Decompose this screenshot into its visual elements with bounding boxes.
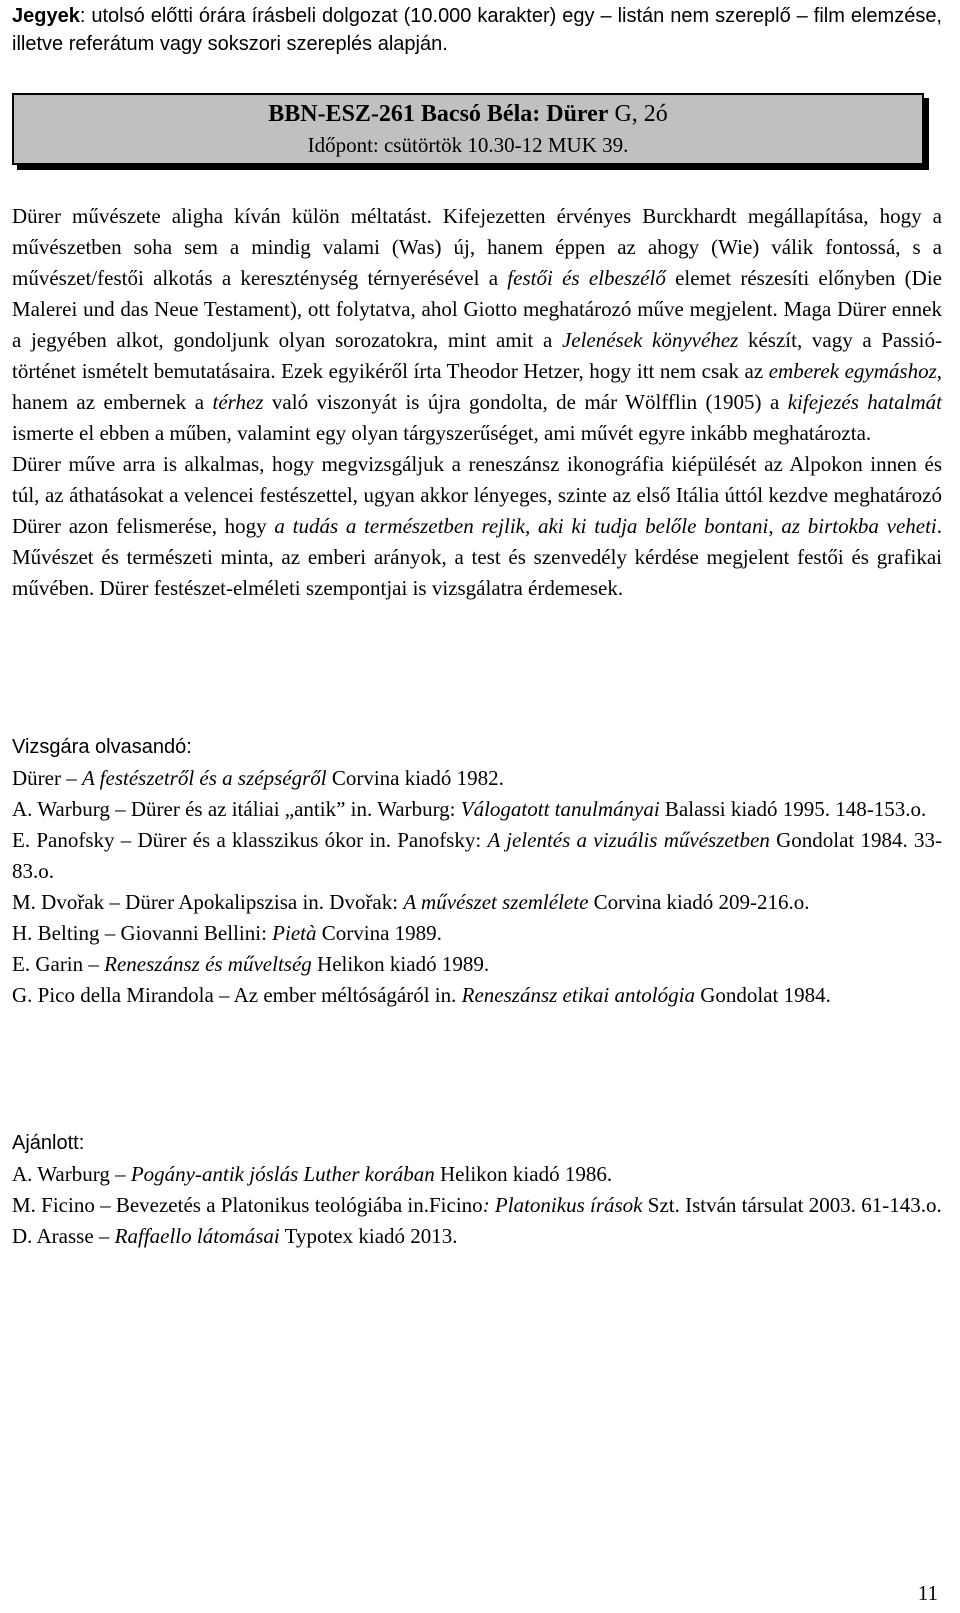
italic-run: térhez	[212, 390, 264, 414]
text-run: való viszonyát is újra gondolta, de már Wölfflin (1905) a	[263, 390, 788, 414]
course-code-title: BBN-ESZ-261 Bacsó Béla: Dürer	[268, 101, 609, 127]
text-run: . Művészet és természeti minta, az emberi arányok, a test és szenvedély kérdése megjelent festői és grafikai művében. Dürer festészet-elméleti szempontjai is vizsgálatra érdemesek.	[12, 514, 943, 600]
text-run: H. Belting – Giovanni Bellini:	[12, 921, 273, 945]
italic-title: Reneszánsz és műveltség	[104, 952, 312, 976]
recommended-list	[12, 1159, 942, 1252]
italic-title: Pietà	[272, 921, 317, 945]
text-run: Szt. István társulat 2003. 61-143.o.	[642, 1193, 942, 1217]
description-paragraph-1	[12, 201, 942, 449]
text-run: Corvina kiadó 1982.	[326, 766, 504, 790]
page-number: 11	[917, 1581, 938, 1605]
italic-title: A művészet szemlélete	[403, 890, 589, 914]
italic-title: Pogány-antik jóslás Luther korában	[130, 1162, 435, 1186]
course-time: Időpont: csütörtök 10.30-12 MUK 39.	[307, 133, 629, 157]
grades-label: Jegyek	[12, 5, 80, 27]
text-run: Dürer műve arra is alkalmas, hogy megvizsgáljuk a reneszánsz ikonográfia kiépülését az Alpokon innen és túl, az áthatásokat a velencei festészettel, ugyan akkor lényeges, szinte az első Itália úttól kezdve meghatározó Dürer azon felismerése, hogy	[12, 452, 942, 538]
text-run: D. Arasse –	[12, 1224, 115, 1248]
text-run: Dürer –	[12, 766, 82, 790]
bibliography-item	[12, 918, 942, 949]
italic-title: Válogatott tanulmányai	[460, 797, 660, 821]
exam-reading-list	[12, 763, 942, 1011]
recommended-section	[12, 1128, 942, 1252]
bibliography-item	[12, 1221, 942, 1252]
italic-run: festői és elbeszélő	[507, 266, 666, 290]
bibliography-item	[12, 763, 942, 794]
italic-title: A festészetről és a szépségről	[81, 766, 327, 790]
text-run: M. Ficino – Bevezetés a Platonikus teológiába in.Ficino	[12, 1193, 483, 1217]
course-title-box	[12, 93, 924, 165]
italic-run: emberek egymáshoz	[768, 359, 937, 383]
text-run: Gondolat 1984.	[694, 983, 831, 1007]
italic-title: : Platonikus írások	[482, 1193, 643, 1217]
bibliography-item	[12, 794, 942, 825]
italic-title: Raffaello látomásai	[114, 1224, 280, 1248]
text-run: E. Garin –	[12, 952, 105, 976]
description-paragraph-2	[12, 449, 942, 604]
course-description	[12, 201, 942, 604]
grades-text: : utolsó előtti órára írásbeli dolgozat (10.000 karakter) egy – listán nem szereplő – film elemzése, illetve referátum vagy sokszori szereplés alapján.	[12, 5, 942, 55]
bibliography-item	[12, 1159, 942, 1190]
text-run: készít, vagy a Passió-történet ismételt bemutatásaira. Ezek egyikéről írta Theodor Hetzer, hogy itt nem csak az	[12, 328, 942, 383]
text-run: Corvina kiadó 209-216.o.	[588, 890, 810, 914]
grades-paragraph	[12, 2, 942, 58]
text-run: M. Dvořak – Dürer Apokalipszisa in. Dvořak:	[12, 890, 404, 914]
italic-run: Jelenések könyvéhez	[561, 328, 739, 352]
text-run: Dürer művészete aligha kíván külön méltatást. Kifejezetten érvényes Burckhardt megállapítása, hogy a művészetben soha sem a mindig valami (Was) új, hanem éppen az ahogy (Wie) válik fontossá, s a művészet/festői alkotás a kereszténység térnyerésével a	[12, 204, 942, 290]
bibliography-item	[12, 825, 942, 887]
bibliography-item	[12, 887, 942, 918]
text-run: Gondolat 1984. 33-83.o.	[12, 828, 942, 883]
text-run: A. Warburg –	[12, 1162, 131, 1186]
text-run: , hanem az embernek a	[12, 359, 943, 414]
exam-reading-section	[12, 732, 942, 1011]
bibliography-item	[12, 1190, 942, 1221]
text-run: ismerte el ebben a műben, valamint egy olyan tárgyszerűséget, ami művét egyre inkább meghatározta.	[12, 421, 872, 445]
bibliography-item	[12, 949, 942, 980]
exam-reading-heading: Vizsgára olvasandó:	[12, 736, 192, 758]
text-run: E. Panofsky – Dürer és a klasszikus ókor in. Panofsky:	[12, 828, 488, 852]
text-run: Typotex kiadó 2013.	[279, 1224, 458, 1248]
text-run: A. Warburg – Dürer és az itáliai „antik” in. Warburg:	[12, 797, 461, 821]
italic-run: kifejezés hatalmát	[787, 390, 942, 414]
bibliography-item	[12, 980, 942, 1011]
text-run: elemet részesíti előnyben (Die Malerei und das Neue Testament), ott folytatva, ahol Giotto meghatározó műve megjelent. Maga Dürer ennek a jegyében alkot, gondoljunk olyan sorozatokra, mint amit a	[12, 266, 942, 352]
text-run: Balassi kiadó 1995. 148-153.o.	[659, 797, 927, 821]
text-run: G. Pico della Mirandola – Az ember méltóságáról in.	[12, 983, 462, 1007]
course-meta: G, 2ó	[608, 101, 668, 127]
italic-title: Reneszánsz etikai antológia	[461, 983, 695, 1007]
text-run: Corvina 1989.	[316, 921, 442, 945]
italic-run: a tudás a természetben rejlik, aki ki tudja belőle bontani, az birtokba veheti	[274, 514, 937, 538]
italic-title: A jelentés a vizuális művészetben	[487, 828, 770, 852]
recommended-heading: Ajánlott:	[12, 1132, 85, 1154]
text-run: Helikon kiadó 1989.	[311, 952, 490, 976]
text-run: Helikon kiadó 1986.	[434, 1162, 613, 1186]
